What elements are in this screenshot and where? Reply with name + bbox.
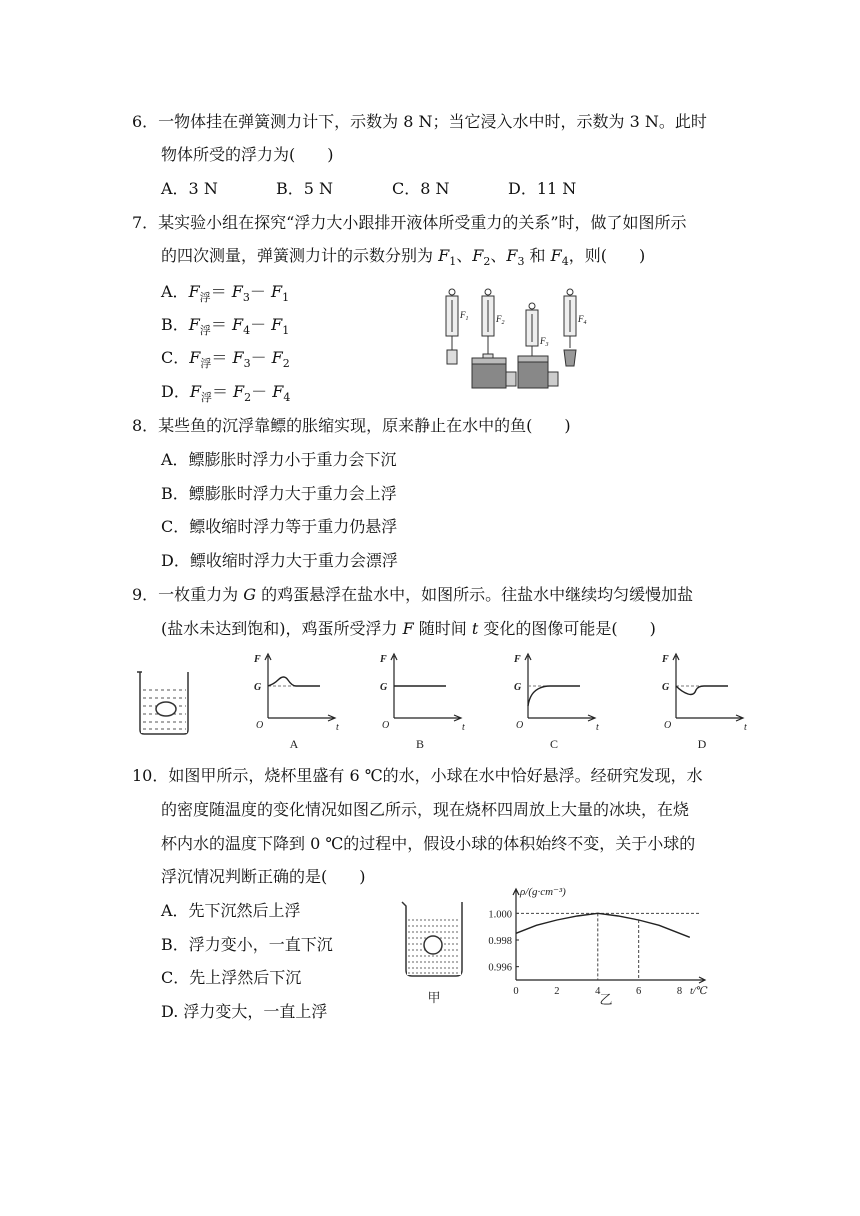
q9-stem-line2: (盐水未达到饱和)，鸡蛋所受浮力 F 随时间 t 变化的图像可能是( ) — [161, 619, 656, 638]
origin-label: O — [256, 720, 264, 731]
label-f3: $F_3$ — [540, 336, 549, 348]
x-tick-label: 2 — [554, 986, 560, 997]
y-axis-label: F — [662, 654, 669, 665]
q9-stem-line1: 9．一枚重力为 G 的鸡蛋悬浮在盐水中，如图所示。往盐水中继续均匀缓慢加盐 — [132, 585, 694, 604]
q7-option-c: C．$F_浮= F_3- F_2$ — [161, 348, 290, 371]
g-label: G — [254, 682, 262, 693]
y-tick-label: 1.000 — [488, 909, 512, 921]
q8-option-d: D．鳔收缩时浮力大于重力会漂浮 — [161, 551, 398, 570]
x-axis-label: t — [744, 722, 747, 733]
graph-A — [253, 654, 339, 751]
q6-stem-line2: 物体所受的浮力为( ) — [161, 145, 334, 164]
q6-option-b: B．5 N — [276, 179, 334, 198]
q6-option-d: D．11 N — [508, 179, 577, 198]
q10-stem-line2: 的密度随温度的变化情况如图乙所示，现在烧杯四周放上大量的冰块，在烧 — [161, 800, 690, 819]
g-label: G — [662, 682, 670, 693]
spring-scale-2 — [472, 289, 516, 388]
fig-label-jia: 甲 — [427, 990, 441, 1005]
y-tick-label: 0.996 — [488, 962, 512, 974]
buoyancy-curve — [528, 686, 580, 706]
q7-option-d: D．$F_浮= F_2- F_4$ — [161, 382, 291, 405]
label-f1: $F_1$ — [460, 310, 469, 322]
g-label: G — [380, 682, 388, 693]
label-f4: $F_4$ — [578, 314, 587, 326]
q7-spring-scale-figure — [440, 286, 600, 392]
q8-option-a: A．鳔膨胀时浮力小于重力会下沉 — [161, 450, 397, 469]
label-f2: $F_2$ — [496, 314, 505, 326]
q10-option-c: C．先上浮然后下沉 — [161, 968, 302, 987]
y-axis-label: F — [380, 654, 387, 665]
graph-letter: D — [697, 737, 707, 751]
q10-stem-line3: 杯内水的温度下降到 0 ℃的过程中，假设小球的体积始终不变，关于小球的 — [161, 834, 696, 853]
fig-label-yi: 乙 — [599, 992, 613, 1007]
q8-option-c: C．鳔收缩时浮力等于重力仍悬浮 — [161, 517, 398, 536]
x-tick-label: 4 — [595, 986, 601, 997]
y-tick-label: 0.998 — [488, 936, 512, 947]
q6-stem-line1: 6．一物体挂在弹簧测力计下，示数为 8 N；当它浸入水中时，示数为 3 N。此时 — [132, 112, 707, 131]
graph-B — [379, 654, 465, 751]
graph-C — [513, 654, 599, 751]
q10-beaker-ball-figure — [398, 898, 470, 1010]
buoyancy-curve — [268, 677, 320, 686]
graph-letter: B — [415, 737, 425, 751]
q8-stem: 8．某些鱼的沉浮靠鳔的胀缩实现，原来静止在水中的鱼( ) — [132, 416, 571, 435]
q8-option-b: B．鳔膨胀时浮力大于重力会上浮 — [161, 484, 397, 503]
buoyancy-curve — [676, 686, 728, 695]
x-axis-label: t — [462, 722, 465, 733]
q7-stem-line1: 7．某实验小组在探究“浮力大小跟排开液体所受重力的关系”时，做了如图所示 — [132, 213, 687, 232]
chart-y-label: ρ/(g·cm⁻³) — [520, 886, 566, 898]
spring-scale-1 — [446, 289, 469, 364]
graph-D — [661, 654, 747, 751]
q10-option-a: A．先下沉然后上浮 — [161, 901, 301, 920]
spring-scale-3 — [518, 303, 558, 388]
x-tick-label: 6 — [636, 986, 642, 997]
q7-option-a: A．$F_浮= F_3- F_1$ — [161, 282, 290, 305]
egg — [156, 702, 176, 716]
q7-option-b: B．$F_浮= F_4- F_1$ — [161, 315, 290, 338]
graph-letter: A — [289, 737, 299, 751]
ball — [424, 936, 442, 954]
x-tick-label: 8 — [676, 986, 683, 997]
q10-option-d: D. 浮力变大，一直上浮 — [161, 1002, 328, 1021]
x-axis-label: t — [596, 722, 599, 733]
q10-stem-line1: 10．如图甲所示，烧杯里盛有 6 ℃的水，小球在水中恰好悬浮。经研究发现，水 — [132, 766, 703, 785]
density-temperature-chart — [480, 886, 720, 1006]
x-tick-label: 0 — [513, 986, 519, 997]
x-axis-label: t — [336, 722, 339, 733]
q9-graph-options — [240, 650, 747, 752]
q10-stem-line4: 浮沉情况判断正确的是( ) — [161, 867, 366, 886]
origin-label: O — [382, 720, 390, 731]
g-label: G — [514, 682, 522, 693]
graph-letter: C — [549, 737, 559, 751]
origin-label: O — [516, 720, 524, 731]
q9-beaker-egg-figure — [136, 668, 192, 738]
q6-option-c: C．8 N — [392, 179, 450, 198]
y-axis-label: F — [514, 654, 521, 665]
chart-x-label: t/℃ — [690, 986, 708, 997]
spring-scale-4 — [564, 289, 587, 366]
q6-option-a: A．3 N — [161, 179, 218, 198]
q7-stem-line2: 的四次测量，弹簧测力计的示数分别为 $F_1$、$F_2$、$F_3$ 和 $F_4$，则( ) — [161, 246, 646, 269]
y-axis-label: F — [254, 654, 261, 665]
origin-label: O — [664, 720, 672, 731]
density-curve — [516, 913, 690, 937]
q10-option-b: B．浮力变小，一直下沉 — [161, 935, 333, 954]
